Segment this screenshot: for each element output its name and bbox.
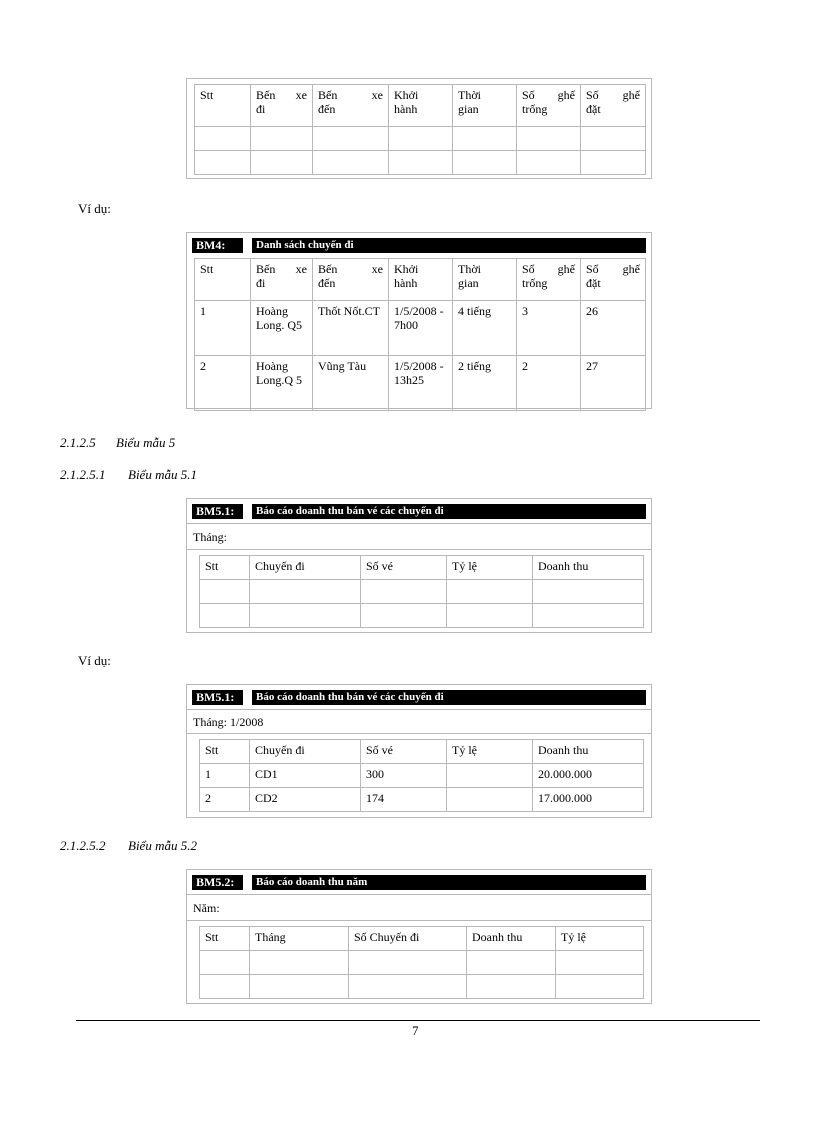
- cell-ben-xe-di: Hoàng Long. Q5: [251, 301, 313, 356]
- header-stt: Stt: [200, 556, 250, 580]
- header-ty-le: Tỷ lệ: [556, 927, 644, 951]
- page-number: 7: [412, 1023, 419, 1038]
- cell-so-ghe-dat: 26: [581, 301, 646, 356]
- header-stt: Stt: [195, 85, 251, 127]
- form-title: Báo cáo doanh thu năm: [252, 875, 646, 890]
- table-row: [195, 356, 646, 411]
- cell-ben-xe-di: Hoàng Long.Q 5: [251, 356, 313, 411]
- table-header-row: [200, 927, 644, 951]
- header-doanh-thu: Doanh thu: [533, 740, 644, 764]
- cell-thoi-gian: 4 tiếng: [453, 301, 517, 356]
- cell-ben-xe-den: Thốt Nốt.CT: [313, 301, 389, 356]
- header-ty-le: Tỷ lệ: [447, 556, 533, 580]
- header-chuyen-di: Chuyến đi: [250, 556, 361, 580]
- cell-doanh-thu: 20.000.000: [533, 764, 644, 788]
- form-title: Danh sách chuyến đi: [252, 238, 646, 253]
- form-title-bar: [192, 690, 646, 705]
- cell-stt: 1: [200, 764, 250, 788]
- bm52-empty-table: [199, 926, 644, 999]
- header-ben-xe-den: Bến xe đến: [313, 85, 389, 127]
- table-row: [200, 975, 644, 999]
- header-khoi-hanh: Khởi hành: [389, 259, 453, 301]
- footer-rule: [76, 1020, 760, 1021]
- section-heading-21252: 2.1.2.5.2 Biểu mẫu 5.2: [60, 838, 197, 853]
- bm4-example-form: [186, 232, 652, 409]
- header-so-ve: Số vé: [361, 740, 447, 764]
- form-title: Báo cáo doanh thu bán vé các chuyến đi: [252, 690, 646, 705]
- table-header-row: [195, 259, 646, 301]
- cell-ty-le: [447, 764, 533, 788]
- section-heading-21251: 2.1.2.5.1 Biểu mẫu 5.1: [60, 467, 197, 482]
- example-label: Ví dụ:: [78, 653, 111, 668]
- table-row: [200, 951, 644, 975]
- table-row: [200, 604, 644, 628]
- month-label: Tháng: 1/2008: [193, 715, 264, 729]
- bm51-example-form: [186, 684, 652, 818]
- header-so-ghe-trong: Số ghế trống: [517, 259, 581, 301]
- cell-ben-xe-den: Vũng Tàu: [313, 356, 389, 411]
- table-row: [195, 127, 646, 151]
- header-thoi-gian: Thời gian: [453, 85, 517, 127]
- cell-chuyen-di: CD1: [250, 764, 361, 788]
- table-row: [200, 580, 644, 604]
- header-ben-xe-di: Bến xe đi: [251, 259, 313, 301]
- header-ben-xe-di: Bến xe đi: [251, 85, 313, 127]
- header-stt: Stt: [195, 259, 251, 301]
- cell-stt: 2: [195, 356, 251, 411]
- header-chuyen-di: Chuyến đi: [250, 740, 361, 764]
- header-stt: Stt: [200, 927, 250, 951]
- header-stt: Stt: [200, 740, 250, 764]
- form-code: BM5.1:: [192, 690, 243, 705]
- year-label: Năm:: [193, 901, 220, 915]
- form-title: Báo cáo doanh thu bán vé các chuyến đi: [252, 504, 646, 519]
- header-so-ghe-trong: Số ghế trống: [517, 85, 581, 127]
- cell-chuyen-di: CD2: [250, 788, 361, 812]
- header-khoi-hanh: Khởi hành: [389, 85, 453, 127]
- table-row: [195, 151, 646, 175]
- table-row: [200, 764, 644, 788]
- header-thoi-gian: Thời gian: [453, 259, 517, 301]
- table-row: [200, 788, 644, 812]
- cell-thoi-gian: 2 tiếng: [453, 356, 517, 411]
- table-row: [195, 301, 646, 356]
- form-code: BM4:: [192, 238, 243, 253]
- cell-so-ghe-dat: 27: [581, 356, 646, 411]
- header-doanh-thu: Doanh thu: [533, 556, 644, 580]
- month-label: Tháng:: [193, 530, 227, 544]
- form-title-bar: [192, 504, 646, 519]
- table-header-row: [200, 556, 644, 580]
- cell-so-ghe-trong: 3: [517, 301, 581, 356]
- table-header-row: [200, 740, 644, 764]
- form-code: BM5.2:: [192, 875, 243, 890]
- form-title-bar: [192, 875, 646, 890]
- cell-ty-le: [447, 788, 533, 812]
- bm51-empty-form: [186, 498, 652, 633]
- cell-khoi-hanh: 1/5/2008 - 7h00: [389, 301, 453, 356]
- header-ben-xe-den: Bến xe đến: [313, 259, 389, 301]
- header-so-ghe-dat: Số ghế đặt: [581, 259, 646, 301]
- header-ty-le: Tỷ lệ: [447, 740, 533, 764]
- bm52-empty-form: [186, 869, 652, 1004]
- cell-stt: 1: [195, 301, 251, 356]
- cell-so-ve: 174: [361, 788, 447, 812]
- header-so-ghe-dat: Số ghế đặt: [581, 85, 646, 127]
- form-code: BM5.1:: [192, 504, 243, 519]
- section-heading-2125: 2.1.2.5 Biểu mẫu 5: [60, 435, 176, 450]
- example-label: Ví dụ:: [78, 201, 111, 216]
- cell-stt: 2: [200, 788, 250, 812]
- header-thang: Tháng: [250, 927, 349, 951]
- cell-doanh-thu: 17.000.000: [533, 788, 644, 812]
- header-so-ve: Số vé: [361, 556, 447, 580]
- cell-khoi-hanh: 1/5/2008 - 13h25: [389, 356, 453, 411]
- header-doanh-thu: Doanh thu: [467, 927, 556, 951]
- cell-so-ghe-trong: 2: [517, 356, 581, 411]
- cell-so-ve: 300: [361, 764, 447, 788]
- bm4-example-table: [194, 258, 646, 411]
- bm51-example-table: [199, 739, 644, 812]
- table-header-row: [195, 85, 646, 127]
- bm51-empty-table: [199, 555, 644, 628]
- form-title-bar: [192, 238, 646, 253]
- header-so-chuyen-di: Số Chuyến đi: [349, 927, 467, 951]
- bm4-empty-form: [186, 78, 652, 179]
- bm4-empty-table: [194, 84, 646, 175]
